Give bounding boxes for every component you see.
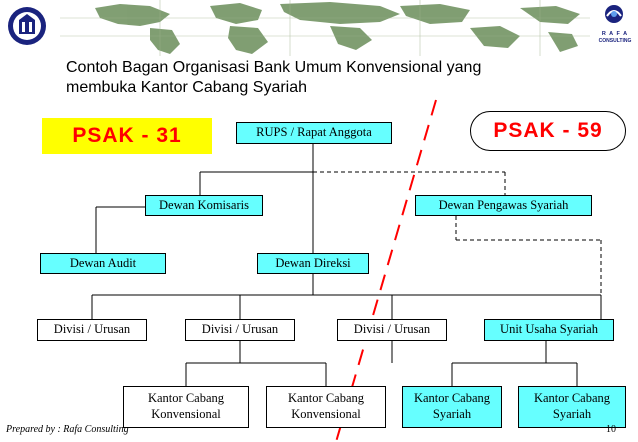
title-line-2: membuka Kantor Cabang Syariah [66, 79, 308, 96]
rafa-letters: R A F A [601, 31, 629, 37]
page-number: 10 [606, 424, 616, 435]
kantor-konv-1-line2: Konvensional [151, 407, 221, 421]
kantor-syariah-1-line1: Kantor Cabang [413, 391, 491, 406]
kantor-cabang-konvensional-box-2 [266, 386, 386, 428]
kantor-syariah-2-line1: Kantor Cabang [533, 391, 611, 406]
kantor-konv-1-line1: Kantor Cabang [147, 391, 225, 406]
kantor-cabang-syariah-box-1 [402, 386, 502, 428]
psak-31-label: PSAK - 31 [42, 118, 212, 154]
kantor-cabang-konvensional-box-1 [123, 386, 249, 428]
divisi-urusan-box-2: Divisi / Urusan [185, 319, 295, 341]
dewan-direksi-box: Dewan Direksi [257, 253, 369, 274]
kantor-konv-2-line2: Konvensional [291, 407, 361, 421]
kantor-syariah-2-line2: Syariah [552, 407, 592, 421]
kantor-konv-2-line1: Kantor Cabang [287, 391, 365, 406]
divisi-urusan-box-1: Divisi / Urusan [37, 319, 147, 341]
rups-box: RUPS / Rapat Anggota [236, 122, 392, 144]
dewan-audit-box: Dewan Audit [40, 253, 166, 274]
psak-59-label: PSAK - 59 [470, 111, 626, 151]
rafa-sub: CONSULTING [598, 38, 632, 44]
dewan-komisaris-box: Dewan Komisaris [145, 195, 263, 216]
kantor-cabang-syariah-box-2 [518, 386, 626, 428]
divisi-urusan-box-3: Divisi / Urusan [337, 319, 447, 341]
title-line-1: Contoh Bagan Organisasi Bank Umum Konvensional yang [66, 59, 482, 76]
kantor-syariah-1-line2: Syariah [432, 407, 472, 421]
footer-credit: Prepared by : Rafa Consulting [6, 424, 129, 435]
dewan-pengawas-syariah-box: Dewan Pengawas Syariah [415, 195, 592, 216]
unit-usaha-syariah-box: Unit Usaha Syariah [484, 319, 614, 341]
